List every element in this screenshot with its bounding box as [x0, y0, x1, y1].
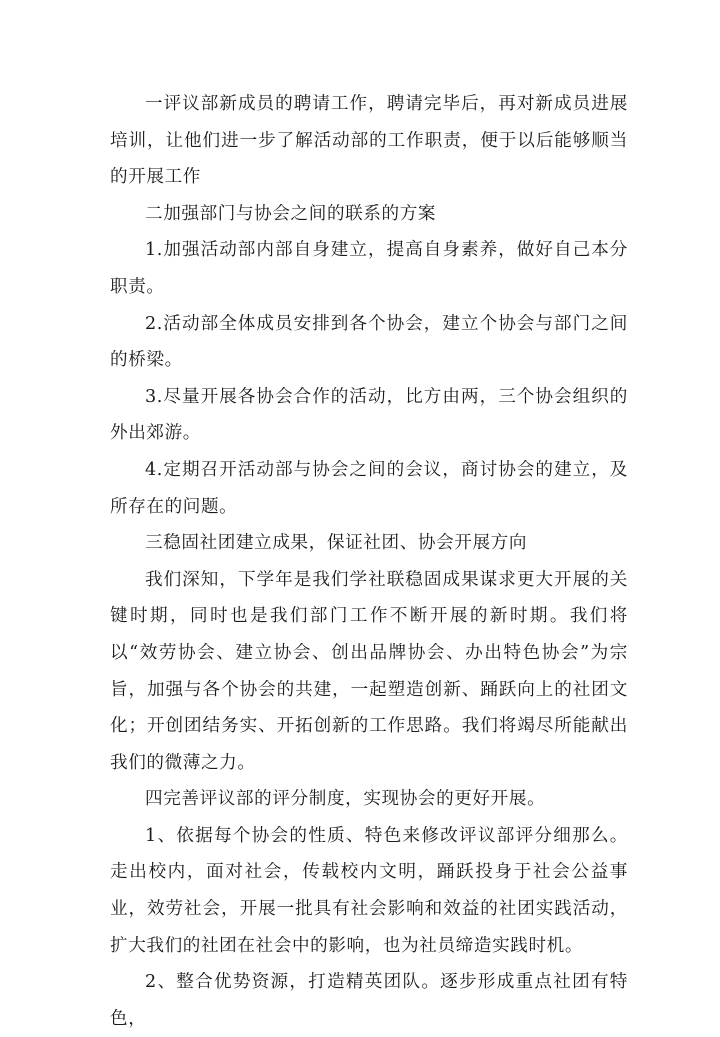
- paragraph-mission: 我们深知，下学年是我们学社联稳固成果谋求更大开展的关键时期，同时也是我们部门工作不断开展的新时期。我们将以“效劳协会、建立协会、创出品牌协会、办出特色协会”为宗旨，加强与各个协会的共建，一起塑造创新、踊跃向上的社团文化；开创团结务实、开拓创新的工作思路。我们将竭尽所能献出我们的微薄之力。: [110, 569, 628, 773]
- paragraph-recruitment: 一评议部新成员的聘请工作，聘请完毕后，再对新成员进展培训，让他们进一步了解活动部的工作职责，便于以后能够顺当的开展工作: [110, 94, 628, 188]
- list-item-4: 4.定期召开活动部与协会之间的会议，商讨协会的建立，及所存在的问题。: [110, 459, 628, 517]
- list-item-1: 1.加强活动部内部自身建立，提高自身素养，做好自己本分职责。: [110, 240, 628, 297]
- list-item-3: 3.尽量开展各协会合作的活动，比方由两，三个协会组织的外出郊游。: [110, 386, 628, 444]
- list-item-section-four-1: 1、依据每个协会的性质、特色来修改评议部评分细那么。走出校内，面对社会，传载校内文明，踊跃投身于社会公益事业，效劳社会，开展一批具有社会影响和效益的社团实践活动，扩大我们的社团在社会中的影响，也为社员缔造实践时机。: [110, 825, 628, 956]
- list-item-section-four-2: 2、整合优势资源，打造精英团队。逐步形成重点社团有特色，: [110, 972, 628, 1029]
- heading-section-three: 三稳固社团建立成果，保证社团、协会开展方向: [145, 533, 528, 554]
- list-item-2: 2.活动部全体成员安排到各个协会，建立个协会与部门之间的桥梁。: [110, 313, 628, 371]
- heading-section-two: 二加强部门与协会之间的联系的方案: [145, 203, 437, 224]
- heading-section-four: 四完善评议部的评分制度，实现协会的更好开展。: [145, 789, 546, 810]
